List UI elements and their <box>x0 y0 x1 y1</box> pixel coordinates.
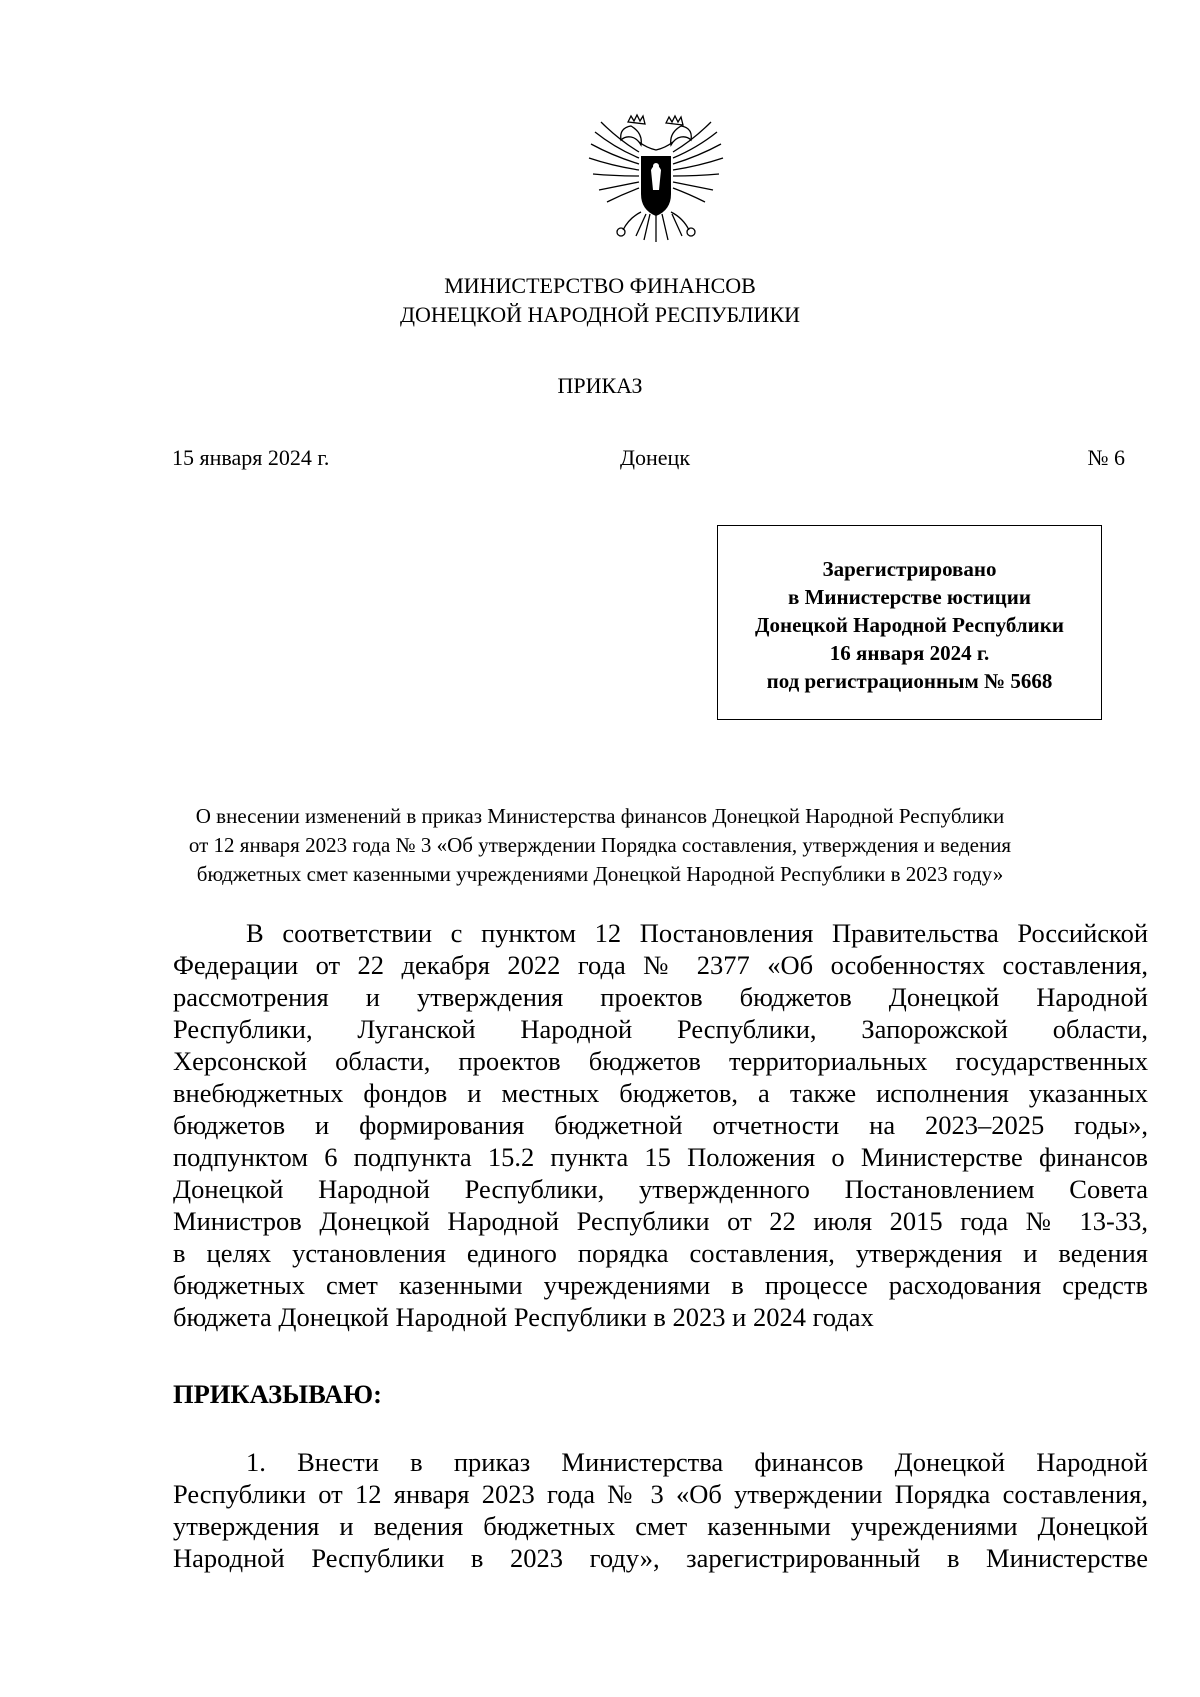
subject-line: О внесении изменений в приказ Министерства финансов Донецкой Народной Республики <box>195 804 1005 828</box>
preamble-line: Херсонской области, проектов бюджетов территориальных государственных <box>173 1046 1148 1076</box>
preamble-line: бюджетов и формирования бюджетной отчетности на 2023–2025 годы», <box>173 1110 1148 1140</box>
registration-line: в Министерстве юстиции <box>788 585 1031 609</box>
preamble-line: Донецкой Народной Республики, утвержденного Постановлением Совета <box>173 1174 1148 1204</box>
item-1-paragraph <box>173 1446 1148 1574</box>
preamble-line: Министров Донецкой Народной Республики от 22 июля 2015 года № 13-33, <box>173 1206 1148 1236</box>
subject-line: от 12 января 2023 года № 3 «Об утверждении Порядка составления, утверждения и ведения <box>188 833 1012 857</box>
ministry-name-line-2: ДОНЕЦКОЙ НАРОДНОЙ РЕСПУБЛИКИ <box>399 302 801 327</box>
preamble-line: Федерации от 22 декабря 2022 года № 2377 «Об особенностях составления, <box>173 950 1148 980</box>
registration-stamp <box>717 525 1102 720</box>
preamble-line: в целях установления единого порядка составления, утверждения и ведения <box>173 1238 1148 1268</box>
item-1-line: Республики от 12 января 2023 года № 3 «Об утверждении Порядка составления, <box>173 1479 1148 1509</box>
order-number: № 6 <box>1087 445 1125 470</box>
registration-line: под регистрационным № 5668 <box>766 669 1053 693</box>
subject-line: бюджетных смет казенными учреждениями Донецкой Народной Республики в 2023 году» <box>196 862 1004 886</box>
order-subject <box>120 802 1080 889</box>
item-1-line: Народной Республики в 2023 году», зарегистрированный в Министерстве <box>173 1543 1148 1573</box>
preamble-line: В соответствии с пунктом 12 Постановления Правительства Российской <box>246 918 1148 948</box>
document-type: ПРИКАЗ <box>557 373 643 398</box>
preamble-line: рассмотрения и утверждения проектов бюджетов Донецкой Народной <box>173 982 1148 1012</box>
preamble-line: бюджета Донецкой Народной Республики в 2023 и 2024 годах <box>173 1302 874 1332</box>
orders-heading: ПРИКАЗЫВАЮ: <box>173 1379 382 1409</box>
preamble-line: бюджетных смет казенными учреждениями в процессе расходования средств <box>173 1270 1148 1300</box>
ministry-name-line-1: МИНИСТЕРСТВО ФИНАНСОВ <box>444 273 756 298</box>
item-1-line: утверждения и ведения бюджетных смет казенными учреждениями Донецкой <box>173 1511 1148 1541</box>
preamble-line: Республики, Луганской Народной Республики, Запорожской области, <box>173 1014 1148 1044</box>
preamble-line: внебюджетных фондов и местных бюджетов, а также исполнения указанных <box>173 1078 1148 1108</box>
coat-of-arms-icon <box>581 112 731 252</box>
order-city: Донецк <box>620 445 691 470</box>
item-1-line: 1. Внести в приказ Министерства финансов Донецкой Народной <box>246 1447 1148 1477</box>
registration-line: 16 января 2024 г. <box>829 641 990 665</box>
preamble-paragraph <box>173 917 1148 1333</box>
preamble-line: подпунктом 6 подпункта 15.2 пункта 15 Положения о Министерстве финансов <box>173 1142 1148 1172</box>
order-date: 15 января 2024 г. <box>172 445 330 470</box>
registration-line: Зарегистрировано <box>822 557 997 581</box>
registration-line: Донецкой Народной Республики <box>755 613 1064 637</box>
